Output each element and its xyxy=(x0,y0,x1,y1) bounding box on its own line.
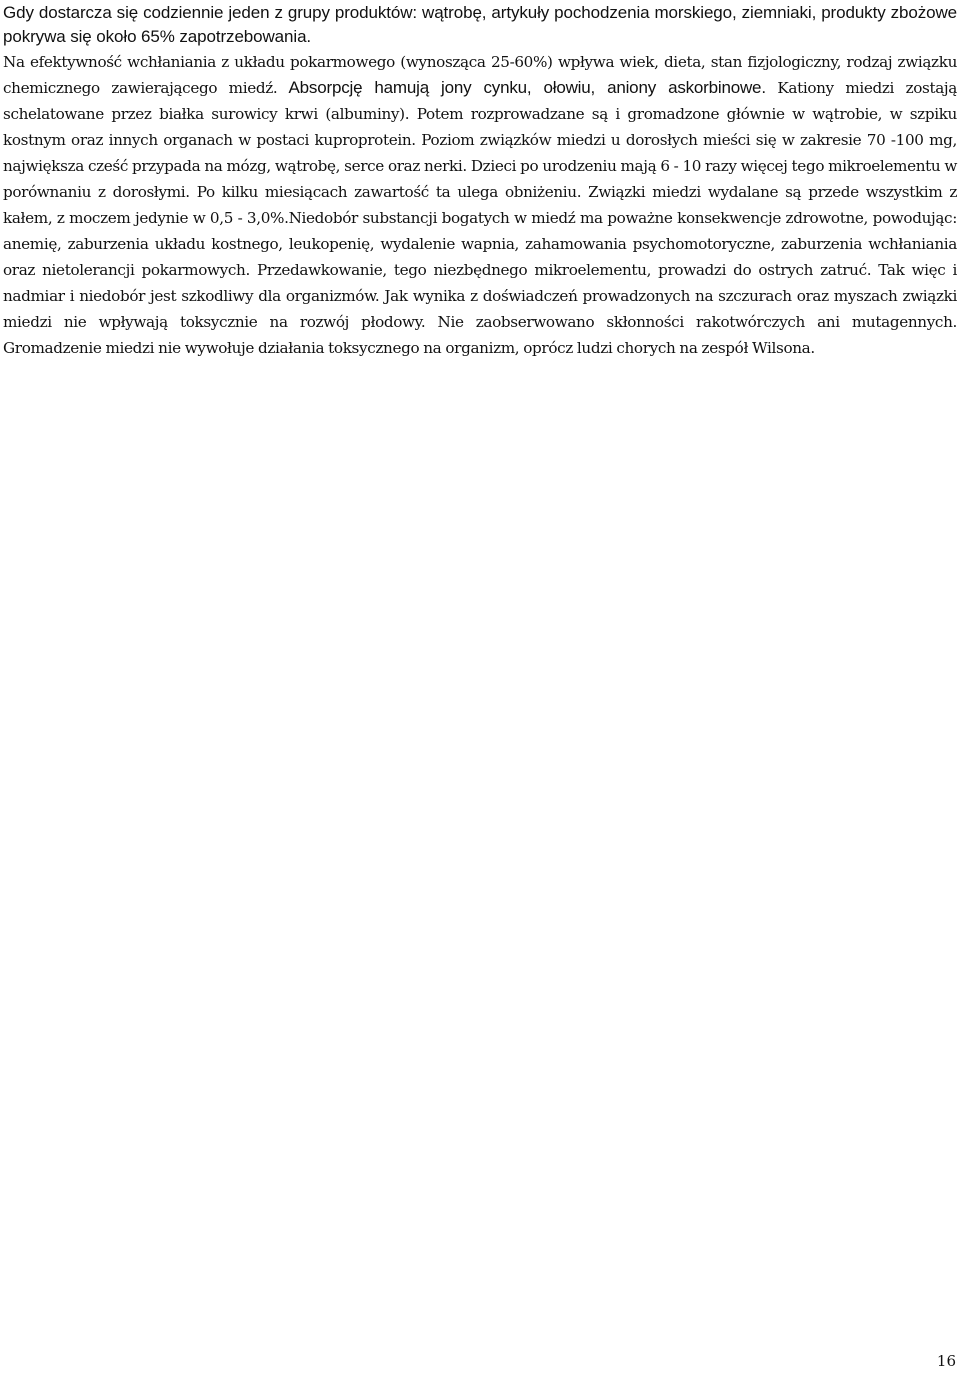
text-segment-absorption-inhibitors: Absorpcję hamują jony cynku, ołowiu, aniony askorbinowe. xyxy=(277,78,766,97)
text-segment-copper-distribution: Kationy miedzi zostają schelatowane przez białka surowicy krwi (albuminy). Potem rozprowadzane są i gromadzone głównie w wątrobie, w szpiku kostnym oraz innych organach w postaci kuproprotein. Poziom związków miedzi u dorosłych mieści się w zakresie 70 -100 mg, największa cześć przypada na mózg, wątrobę, serce oraz nerki. Dzieci po urodzeniu mają 6 - 10 razy więcej tego mikroelementu w porównaniu z dorosłymi. Po kilku miesiącach zawartość ta ulega obniżeniu. Związki miedzi wydalane są przede wszystkim z kałem, z moczem jedynie w 0,5 - 3,0%.Niedobór substancji bogatych w miedź ma poważne konsekwencje zdrowotne, powodując: anemię, zaburzenia układu kostnego, leukopenię, wydalenie wapnia, zahamowania psychomotoryczne, zaburzenia wchłaniania oraz nietolerancji pokarmowych. Przedawkowanie, tego niezbędnego mikroelementu, prowadzi do ostrych zatruć. Tak więc i nadmiar i niedobór jest szkodliwy dla organizmów. Jak wynika z doświadczeń prowadzonych na szczurach oraz myszach związki miedzi nie wpływają toksycznie na rozwój płodowy. Nie zaobserwowano skłonności rakotwórczych ani mutagennych. Gromadzenie miedzi nie wywołuje działania toksycznego na organizm, oprócz ludzi chorych na zespół Wilsona. xyxy=(3,79,957,357)
paragraph-intake: Gdy dostarcza się codziennie jeden z grupy produktów: wątrobę, artykuły pochodzenia morskiego, ziemniaki, produkty zbożowe pokrywa się około 65% zapotrzebowania. xyxy=(3,3,957,46)
page-number: 16 xyxy=(936,1352,956,1370)
text-segment-absorption-factors: Na efektywność wchłaniania z układu pokarmowego (wynosząca 25-60%) wpływa wiek, dieta, stan fizjologiczny, rodzaj związku chemicznego zawierającego miedź. xyxy=(3,53,957,97)
document-page xyxy=(3,0,957,1373)
paragraph-absorption xyxy=(3,49,957,361)
